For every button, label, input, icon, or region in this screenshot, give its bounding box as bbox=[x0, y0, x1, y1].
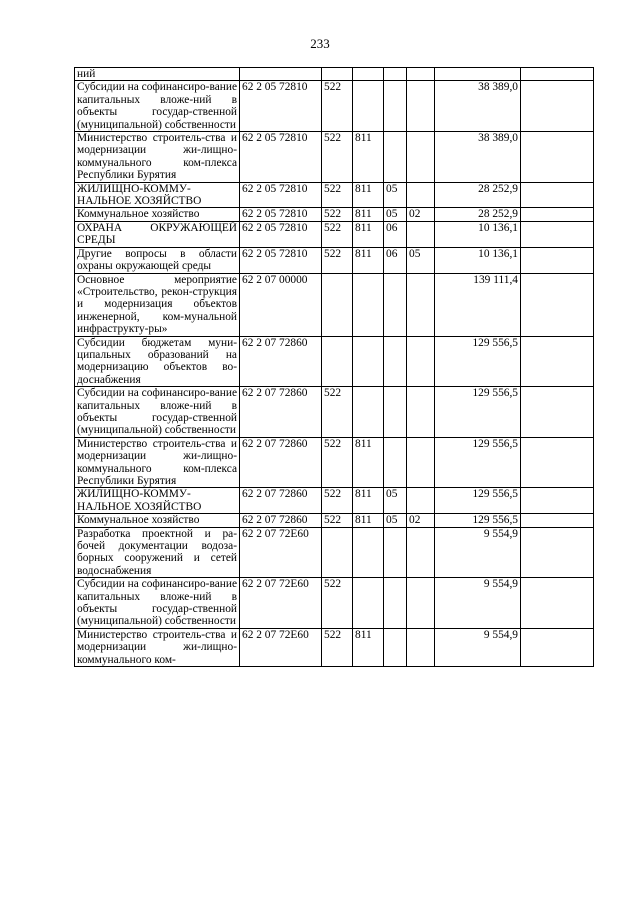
table-row bbox=[75, 68, 594, 81]
item-name-cell: Коммунальное хозяйство bbox=[75, 514, 240, 527]
subsection-cell bbox=[407, 527, 435, 578]
ministry-code-cell bbox=[353, 68, 384, 81]
item-name-cell: Субсидии на софинансиро-вание капитальных вложе-ний в объекты государ-ственной (муниципальной) собственности bbox=[75, 578, 240, 629]
amount-cell: 129 556,5 bbox=[435, 437, 521, 488]
amount-cell: 38 389,0 bbox=[435, 81, 521, 132]
ministry-code-cell: 811 bbox=[353, 628, 384, 666]
extra-cell bbox=[521, 578, 594, 629]
extra-cell bbox=[521, 247, 594, 273]
section-cell bbox=[384, 628, 407, 666]
amount-cell: 129 556,5 bbox=[435, 336, 521, 387]
ministry-code-cell bbox=[353, 387, 384, 438]
target-code-cell: 62 2 05 72810 bbox=[240, 208, 322, 221]
section-cell: 06 bbox=[384, 247, 407, 273]
budget-table bbox=[74, 67, 594, 667]
subsection-cell bbox=[407, 387, 435, 438]
target-code-cell: 62 2 05 72810 bbox=[240, 81, 322, 132]
item-name-cell: Субсидии бюджетам муни-ципальных образований на модернизацию объектов во-доснабжения bbox=[75, 336, 240, 387]
subsection-cell: 05 bbox=[407, 247, 435, 273]
ministry-code-cell: 811 bbox=[353, 132, 384, 183]
item-name-cell: ЖИЛИЩНО-КОММУ-НАЛЬНОЕ ХОЗЯЙСТВО bbox=[75, 182, 240, 208]
extra-cell bbox=[521, 273, 594, 336]
table-row bbox=[75, 132, 594, 183]
table-row bbox=[75, 182, 594, 208]
extra-cell bbox=[521, 488, 594, 514]
section-cell bbox=[384, 336, 407, 387]
expense-type-cell: 522 bbox=[322, 488, 353, 514]
amount-cell: 129 556,5 bbox=[435, 488, 521, 514]
subsection-cell bbox=[407, 273, 435, 336]
amount-cell: 28 252,9 bbox=[435, 208, 521, 221]
subsection-cell bbox=[407, 68, 435, 81]
subsection-cell bbox=[407, 628, 435, 666]
section-cell bbox=[384, 387, 407, 438]
target-code-cell: 62 2 07 72860 bbox=[240, 437, 322, 488]
target-code-cell: 62 2 07 72Е60 bbox=[240, 527, 322, 578]
target-code-cell: 62 2 05 72810 bbox=[240, 182, 322, 208]
section-cell bbox=[384, 527, 407, 578]
table-row bbox=[75, 527, 594, 578]
ministry-code-cell: 811 bbox=[353, 488, 384, 514]
expense-type-cell bbox=[322, 336, 353, 387]
ministry-code-cell: 811 bbox=[353, 437, 384, 488]
table-row bbox=[75, 514, 594, 527]
expense-type-cell bbox=[322, 273, 353, 336]
ministry-code-cell: 811 bbox=[353, 208, 384, 221]
page-number: 233 bbox=[310, 36, 330, 51]
section-cell: 06 bbox=[384, 221, 407, 247]
item-name-cell: ний bbox=[75, 68, 240, 81]
extra-cell bbox=[521, 437, 594, 488]
section-cell bbox=[384, 578, 407, 629]
extra-cell bbox=[521, 68, 594, 81]
subsection-cell bbox=[407, 221, 435, 247]
amount-cell: 10 136,1 bbox=[435, 247, 521, 273]
amount-cell: 129 556,5 bbox=[435, 387, 521, 438]
target-code-cell: 62 2 07 72860 bbox=[240, 488, 322, 514]
item-name-cell: Другие вопросы в области охраны окружающей среды bbox=[75, 247, 240, 273]
subsection-cell bbox=[407, 437, 435, 488]
extra-cell bbox=[521, 221, 594, 247]
expense-type-cell: 522 bbox=[322, 514, 353, 527]
extra-cell bbox=[521, 81, 594, 132]
target-code-cell: 62 2 07 72860 bbox=[240, 336, 322, 387]
table-row bbox=[75, 81, 594, 132]
target-code-cell: 62 2 07 72Е60 bbox=[240, 578, 322, 629]
ministry-code-cell bbox=[353, 273, 384, 336]
expense-type-cell: 522 bbox=[322, 81, 353, 132]
amount-cell: 10 136,1 bbox=[435, 221, 521, 247]
amount-cell: 38 389,0 bbox=[435, 132, 521, 183]
item-name-cell: Министерство строитель-ства и модернизации жи-лищно-коммунального ком- bbox=[75, 628, 240, 666]
subsection-cell bbox=[407, 488, 435, 514]
target-code-cell: 62 2 07 72860 bbox=[240, 387, 322, 438]
item-name-cell: Субсидии на софинансиро-вание капитальных вложе-ний в объекты государ-ственной (муниципальной) собственности bbox=[75, 387, 240, 438]
expense-type-cell bbox=[322, 527, 353, 578]
extra-cell bbox=[521, 208, 594, 221]
amount-cell: 9 554,9 bbox=[435, 628, 521, 666]
item-name-cell: Субсидии на софинансиро-вание капитальных вложе-ний в объекты государ-ственной (муниципальной) собственности bbox=[75, 81, 240, 132]
table-row bbox=[75, 208, 594, 221]
table-row bbox=[75, 221, 594, 247]
subsection-cell: 02 bbox=[407, 208, 435, 221]
expense-type-cell: 522 bbox=[322, 221, 353, 247]
table-row bbox=[75, 437, 594, 488]
target-code-cell: 62 2 07 72Е60 bbox=[240, 628, 322, 666]
subsection-cell bbox=[407, 132, 435, 183]
ministry-code-cell: 811 bbox=[353, 514, 384, 527]
table-row bbox=[75, 273, 594, 336]
subsection-cell bbox=[407, 182, 435, 208]
expense-type-cell: 522 bbox=[322, 578, 353, 629]
item-name-cell: ОХРАНА ОКРУЖАЮЩЕЙ СРЕДЫ bbox=[75, 221, 240, 247]
ministry-code-cell bbox=[353, 527, 384, 578]
expense-type-cell: 522 bbox=[322, 387, 353, 438]
extra-cell bbox=[521, 514, 594, 527]
section-cell bbox=[384, 81, 407, 132]
extra-cell bbox=[521, 336, 594, 387]
section-cell: 05 bbox=[384, 514, 407, 527]
target-code-cell: 62 2 05 72810 bbox=[240, 132, 322, 183]
ministry-code-cell: 811 bbox=[353, 221, 384, 247]
item-name-cell: Коммунальное хозяйство bbox=[75, 208, 240, 221]
extra-cell bbox=[521, 132, 594, 183]
amount-cell: 139 111,4 bbox=[435, 273, 521, 336]
section-cell: 05 bbox=[384, 208, 407, 221]
table-row bbox=[75, 247, 594, 273]
target-code-cell: 62 2 05 72810 bbox=[240, 221, 322, 247]
expense-type-cell: 522 bbox=[322, 247, 353, 273]
table-row bbox=[75, 387, 594, 438]
extra-cell bbox=[521, 527, 594, 578]
item-name-cell: Основное мероприятие «Строительство, рекон-струкция и модернизация объектов инженерной, ком-мунальной инфраструкту-ры» bbox=[75, 273, 240, 336]
section-cell: 05 bbox=[384, 182, 407, 208]
item-name-cell: Разработка проектной и ра-бочей документации водоза-борных сооружений и сетей водоснабжения bbox=[75, 527, 240, 578]
amount-cell: 129 556,5 bbox=[435, 514, 521, 527]
amount-cell bbox=[435, 68, 521, 81]
ministry-code-cell bbox=[353, 578, 384, 629]
ministry-code-cell: 811 bbox=[353, 247, 384, 273]
expense-type-cell: 522 bbox=[322, 437, 353, 488]
subsection-cell: 02 bbox=[407, 514, 435, 527]
subsection-cell bbox=[407, 578, 435, 629]
expense-type-cell: 522 bbox=[322, 208, 353, 221]
expense-type-cell bbox=[322, 68, 353, 81]
ministry-code-cell bbox=[353, 81, 384, 132]
amount-cell: 28 252,9 bbox=[435, 182, 521, 208]
target-code-cell bbox=[240, 68, 322, 81]
section-cell bbox=[384, 273, 407, 336]
expense-type-cell: 522 bbox=[322, 132, 353, 183]
table-body bbox=[75, 68, 594, 667]
target-code-cell: 62 2 07 00000 bbox=[240, 273, 322, 336]
ministry-code-cell bbox=[353, 336, 384, 387]
extra-cell bbox=[521, 628, 594, 666]
amount-cell: 9 554,9 bbox=[435, 578, 521, 629]
item-name-cell: Министерство строитель-ства и модернизации жи-лищно-коммунального ком-плекса Республики Бурятия bbox=[75, 437, 240, 488]
target-code-cell: 62 2 05 72810 bbox=[240, 247, 322, 273]
section-cell bbox=[384, 132, 407, 183]
table-row bbox=[75, 336, 594, 387]
target-code-cell: 62 2 07 72860 bbox=[240, 514, 322, 527]
amount-cell: 9 554,9 bbox=[435, 527, 521, 578]
item-name-cell: ЖИЛИЩНО-КОММУ-НАЛЬНОЕ ХОЗЯЙСТВО bbox=[75, 488, 240, 514]
section-cell bbox=[384, 68, 407, 81]
section-cell bbox=[384, 437, 407, 488]
subsection-cell bbox=[407, 81, 435, 132]
subsection-cell bbox=[407, 336, 435, 387]
expense-type-cell: 522 bbox=[322, 628, 353, 666]
table-row bbox=[75, 628, 594, 666]
expense-type-cell: 522 bbox=[322, 182, 353, 208]
extra-cell bbox=[521, 182, 594, 208]
table-row bbox=[75, 488, 594, 514]
extra-cell bbox=[521, 387, 594, 438]
item-name-cell: Министерство строитель-ства и модернизации жи-лищно-коммунального ком-плекса Республики Бурятия bbox=[75, 132, 240, 183]
ministry-code-cell: 811 bbox=[353, 182, 384, 208]
table-row bbox=[75, 578, 594, 629]
section-cell: 05 bbox=[384, 488, 407, 514]
